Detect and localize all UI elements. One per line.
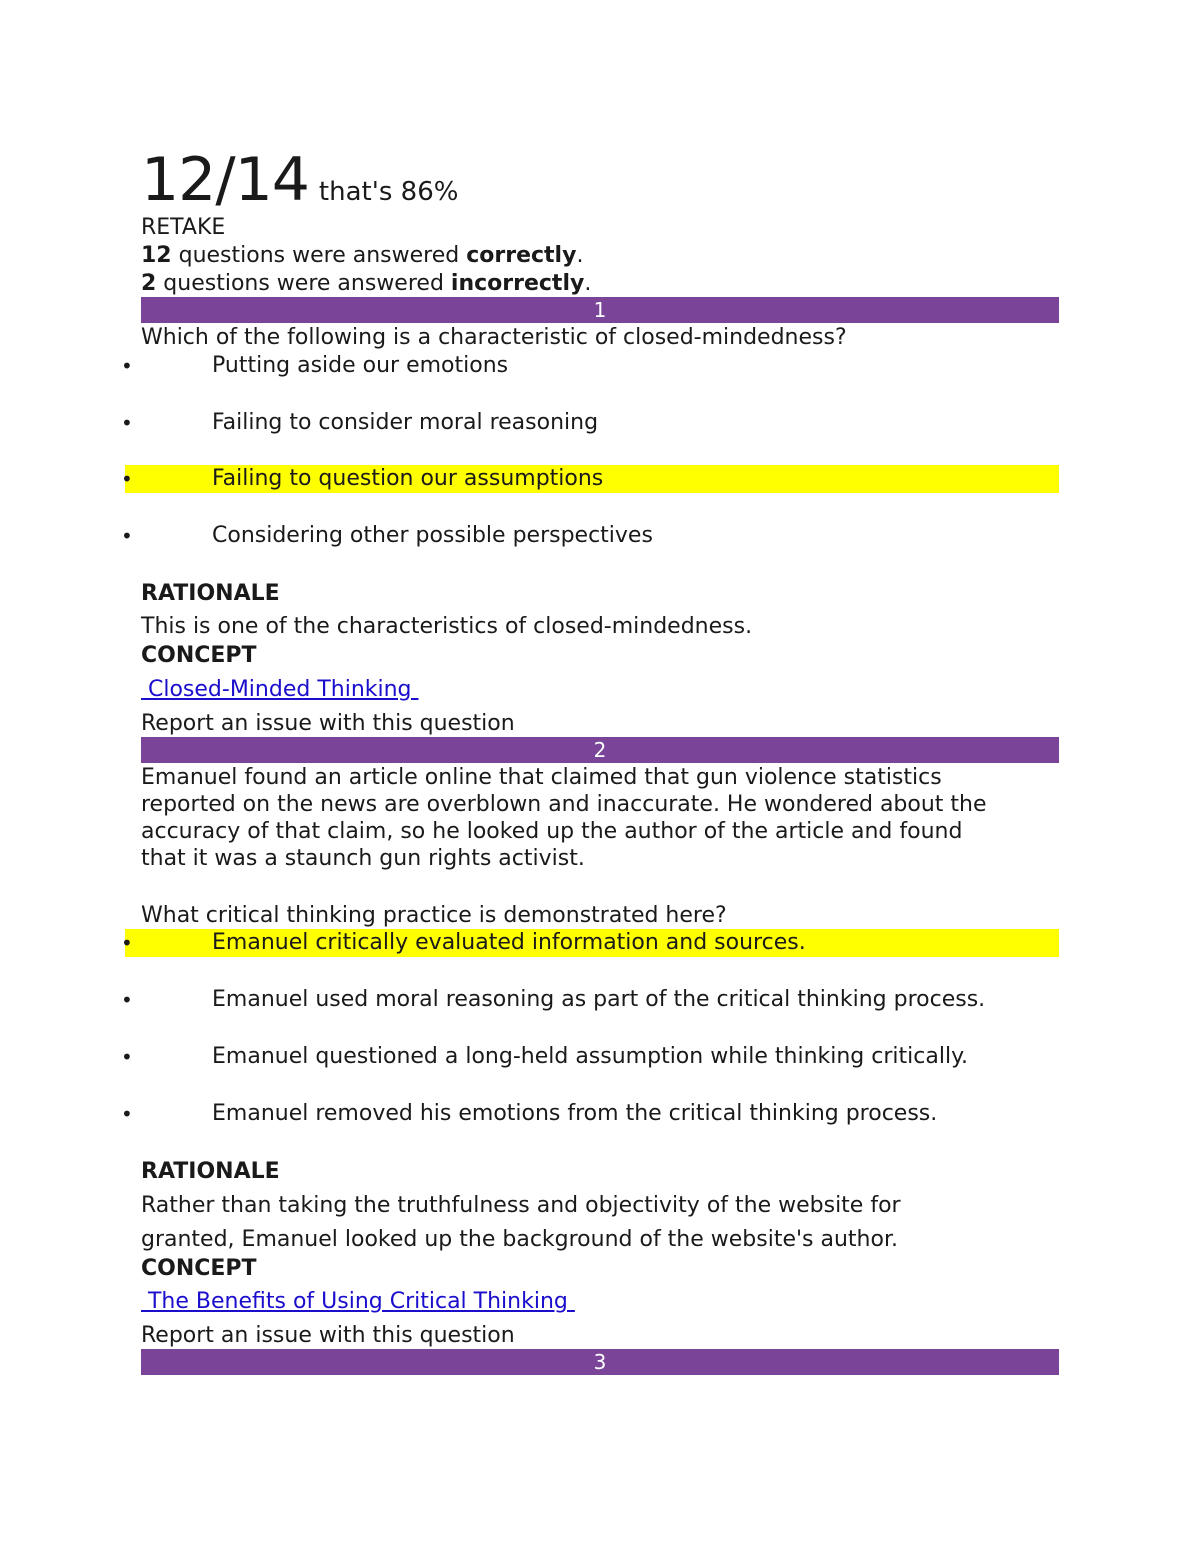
question-1-concept-link[interactable]: Closed-Minded Thinking <box>141 677 419 702</box>
correct-summary <box>141 242 583 270</box>
question-1-rationale-label: RATIONALE <box>141 581 280 606</box>
question-2-report-link[interactable]: Report an issue with this question <box>141 1323 515 1348</box>
question-2-option-2[interactable] <box>121 986 1059 1014</box>
question-3-header: 3 <box>141 1349 1059 1375</box>
question-1-header: 1 <box>141 297 1059 323</box>
question-2-option-4[interactable] <box>121 1100 1059 1128</box>
option-text: Failing to consider moral reasoning <box>212 410 599 435</box>
option-text: Considering other possible perspectives <box>212 523 653 548</box>
question-2-question: What critical thinking practice is demonstrated here? <box>141 903 727 928</box>
option-text: Emanuel critically evaluated information and sources. <box>212 930 806 955</box>
option-text: Emanuel removed his emotions from the critical thinking process. <box>212 1101 938 1126</box>
question-2-rationale-line-1: Rather than taking the truthfulness and objectivity of the website for <box>141 1193 901 1218</box>
bullet-icon: • <box>121 411 133 435</box>
question-2-concept-label: CONCEPT <box>141 1256 257 1281</box>
question-2-prompt-line-1: Emanuel found an article online that claimed that gun violence statistics <box>141 765 942 790</box>
bullet-icon: • <box>121 1102 133 1126</box>
question-2-prompt-line-3: accuracy of that claim, so he looked up the author of the article and found <box>141 819 963 844</box>
score-fraction: 12/14 <box>141 145 309 215</box>
bullet-icon: • <box>121 1045 133 1069</box>
incorrect-count: 2 <box>141 271 157 296</box>
correct-word: correctly <box>466 243 577 268</box>
incorrect-word: incorrectly <box>450 271 585 296</box>
option-text: Emanuel used moral reasoning as part of the critical thinking process. <box>212 987 986 1012</box>
question-2-rationale-label: RATIONALE <box>141 1159 280 1184</box>
question-1-rationale: This is one of the characteristics of closed-mindedness. <box>141 614 753 639</box>
incorrect-mid-text: questions were answered <box>156 271 451 296</box>
option-text: Emanuel questioned a long-held assumption while thinking critically. <box>212 1044 968 1069</box>
bullet-icon: • <box>121 988 133 1012</box>
question-1-option-4[interactable] <box>121 522 1059 550</box>
question-1-option-1[interactable] <box>121 352 1059 380</box>
question-1-option-3-selected[interactable] <box>121 465 1059 493</box>
score-summary <box>141 142 458 218</box>
bullet-icon: • <box>121 354 133 378</box>
question-2-header: 2 <box>141 737 1059 763</box>
retake-label[interactable]: RETAKE <box>141 215 226 240</box>
question-2-option-3[interactable] <box>121 1043 1059 1071</box>
bullet-icon: • <box>121 467 133 491</box>
score-percent: that's 86% <box>318 177 459 207</box>
question-1-concept-label: CONCEPT <box>141 643 257 668</box>
question-2-option-1-selected[interactable] <box>121 929 1059 957</box>
incorrect-period: . <box>584 271 592 296</box>
option-text: Failing to question our assumptions <box>212 466 604 491</box>
bullet-icon: • <box>121 524 133 548</box>
correct-count: 12 <box>141 243 172 268</box>
correct-mid-text: questions were answered <box>171 243 467 268</box>
correct-period: . <box>576 243 584 268</box>
question-2-rationale-line-2: granted, Emanuel looked up the background of the website's author. <box>141 1227 898 1252</box>
option-text: Putting aside our emotions <box>212 353 509 378</box>
question-2-prompt-line-4: that it was a staunch gun rights activist. <box>141 846 585 871</box>
question-1-prompt: Which of the following is a characteristic of closed-mindedness? <box>141 325 847 350</box>
bullet-icon: • <box>121 931 133 955</box>
question-2-prompt-line-2: reported on the news are overblown and inaccurate. He wondered about the <box>141 792 987 817</box>
question-1-report-link[interactable]: Report an issue with this question <box>141 711 515 736</box>
question-2-concept-link[interactable]: The Benefits of Using Critical Thinking <box>141 1289 575 1314</box>
question-1-option-2[interactable] <box>121 409 1059 437</box>
incorrect-summary <box>141 270 591 298</box>
